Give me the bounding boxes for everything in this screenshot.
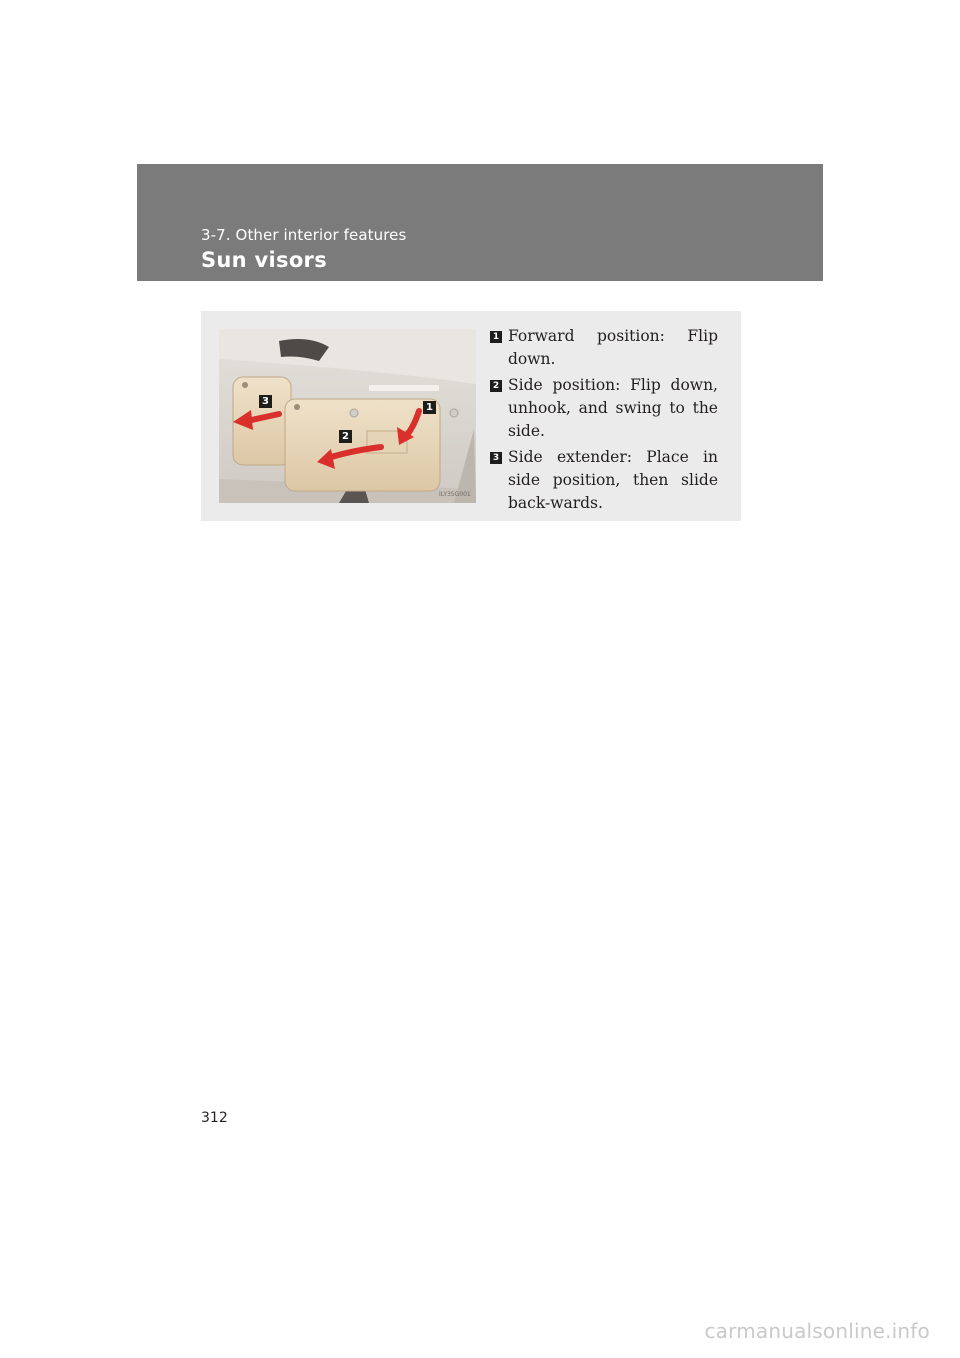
step-item — [490, 325, 718, 371]
step-text: Side position: Flip down, unhook, and swing to the side. — [508, 376, 718, 440]
content-box — [201, 311, 741, 521]
sun-visor-illustration — [219, 329, 476, 503]
step-number-badge: 1 — [490, 331, 502, 343]
step-item — [490, 374, 718, 443]
figure-code: ILY35G001 — [439, 491, 471, 498]
callout-3: 3 — [259, 395, 272, 408]
page-number: 312 — [201, 1110, 228, 1126]
step-text: Side extender: Place in side position, then slide back-wards. — [508, 448, 718, 512]
page-title: Sun visors — [201, 248, 328, 272]
step-number-badge: 3 — [490, 452, 502, 464]
step-number-badge: 2 — [490, 380, 502, 392]
callout-1: 1 — [423, 401, 436, 414]
section-label: 3-7. Other interior features — [201, 226, 407, 244]
step-item — [490, 446, 718, 515]
watermark-link[interactable]: carmanualsonline.info — [704, 1319, 930, 1343]
step-text: Forward position: Flip down. — [508, 327, 718, 368]
sun-visor-drawing — [219, 329, 476, 503]
step-list — [490, 325, 718, 518]
callout-2: 2 — [339, 430, 352, 443]
header-bar — [137, 164, 823, 281]
